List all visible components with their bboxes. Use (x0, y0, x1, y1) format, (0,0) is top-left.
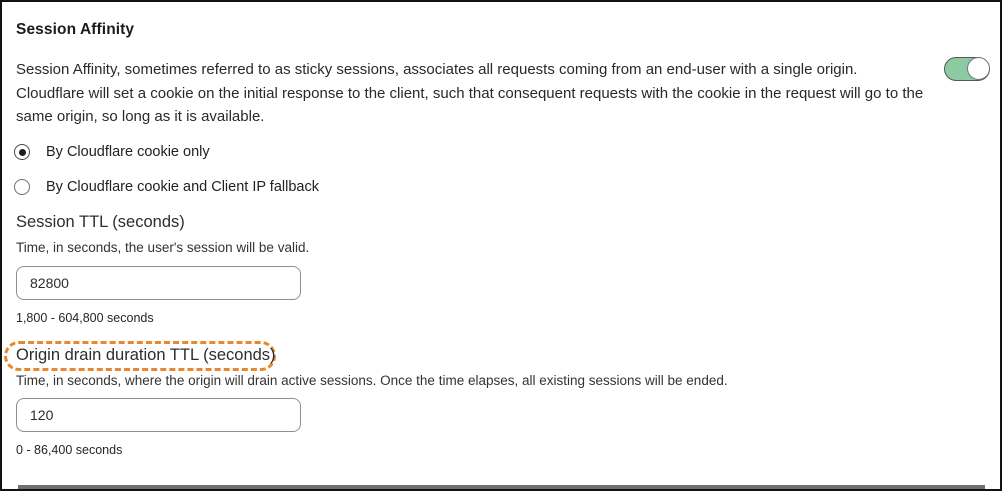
origin-drain-ttl-label: Origin drain duration TTL (seconds) (16, 346, 276, 364)
page-title: Session Affinity (16, 21, 135, 38)
radio-option-label: By Cloudflare cookie only (46, 144, 210, 160)
origin-drain-ttl-help-text: Time, in seconds, where the origin will drain active sessions. Once the time elapses, all existing sessions will be ended. (16, 373, 728, 388)
next-section-divider (18, 485, 985, 489)
toggle-knob-icon (967, 57, 990, 80)
session-ttl-label: Session TTL (seconds) (16, 213, 185, 231)
radio-dot-icon (19, 149, 26, 156)
section-description: Session Affinity, sometimes referred to as sticky sessions, associates all requests coming from an end-user with a single origin. Cloudflare will set a cookie on the initial response to the client, such that consequent requests with the cookie in the request will go to the same origin, so long as it is available. (16, 61, 924, 125)
radio-option-label: By Cloudflare cookie and Client IP fallback (46, 179, 319, 195)
session-ttl-range-hint: 1,800 - 604,800 seconds (16, 311, 154, 325)
radio-unselected-icon[interactable] (14, 179, 30, 195)
session-ttl-help-text: Time, in seconds, the user's session will be valid. (16, 240, 310, 255)
origin-drain-ttl-input[interactable] (16, 398, 301, 432)
radio-selected-icon[interactable] (14, 144, 30, 160)
origin-drain-range-hint: 0 - 86,400 seconds (16, 443, 123, 457)
session-ttl-input[interactable] (16, 266, 301, 300)
session-affinity-toggle[interactable] (944, 57, 990, 81)
